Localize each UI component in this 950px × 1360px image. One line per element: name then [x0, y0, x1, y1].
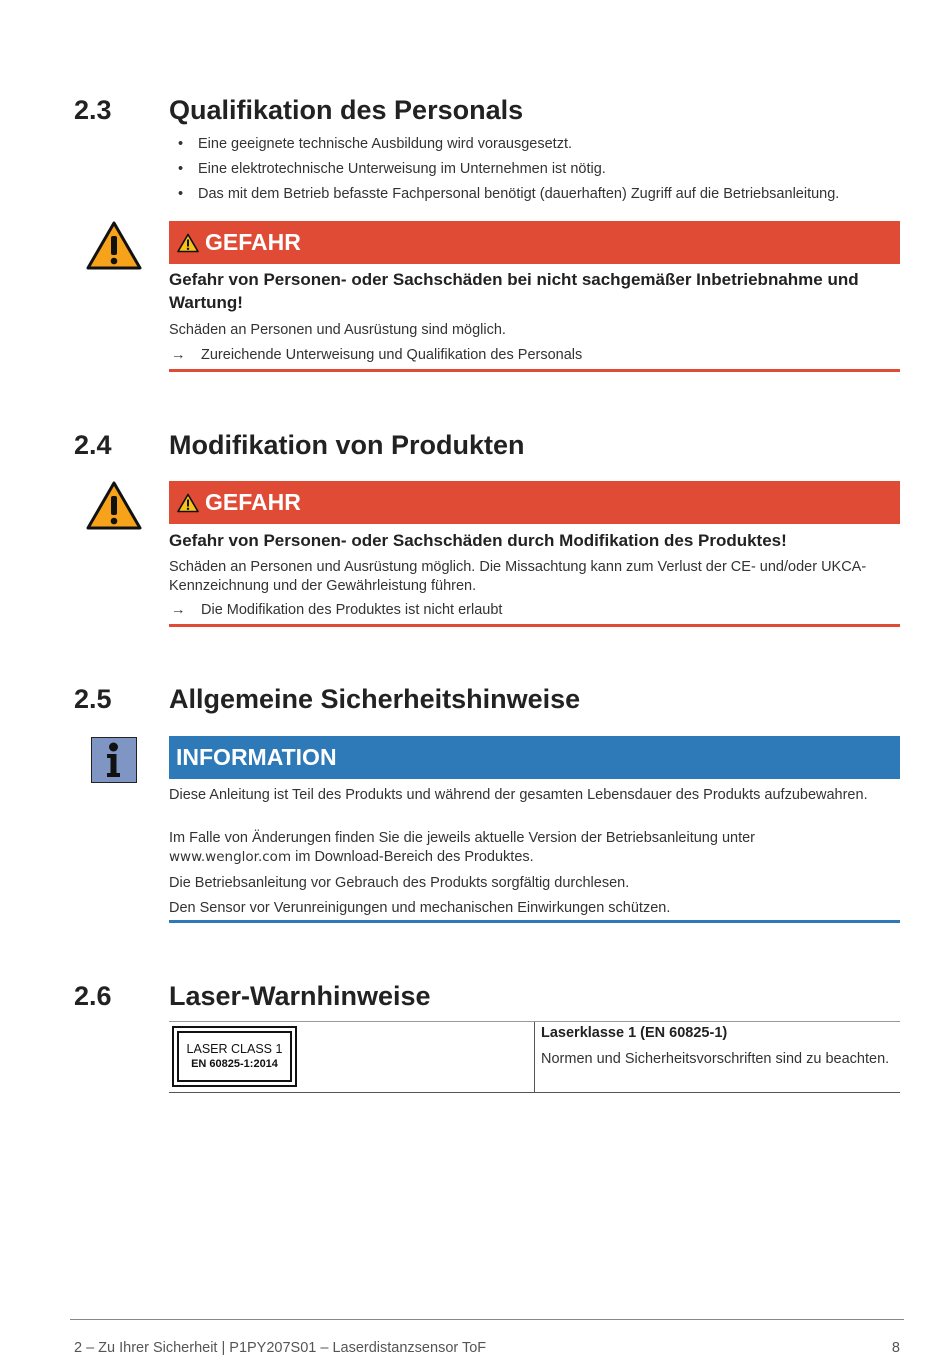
- footer-text: 2 – Zu Ihrer Sicherheit | P1PY207S01 – Laserdistanzsensor ToF: [74, 1340, 487, 1356]
- notice-action: [169, 347, 582, 363]
- arrow-right-icon: →: [171, 602, 186, 618]
- notice-text: Schäden an Personen und Ausrüstung möglich. Die Missachtung kann zum Verlust der CE- und/oder UKCA-Kennzeichnung und der Gewährleistung führen.: [169, 559, 867, 594]
- section-number: 2.4: [74, 430, 112, 460]
- notice-action-text: Die Modifikation des Produktes ist nicht erlaubt: [201, 602, 503, 618]
- notice-action-text: Zureichende Unterweisung und Qualifikation des Personals: [201, 347, 583, 363]
- section-title: Allgemeine Sicherheitshinweise: [169, 684, 581, 714]
- warning-triangle-icon: [86, 220, 142, 270]
- info-banner: [169, 736, 900, 779]
- info-paragraph-text: Im Falle von Änderungen finden Sie die jeweils aktuelle Version der Betriebsanleitung unter: [169, 830, 755, 846]
- section-number: 2.6: [74, 981, 112, 1011]
- info-paragraph: Diese Anleitung ist Teil des Produkts und während der gesamten Lebensdauer des Produkts aufzubewahren.: [169, 787, 868, 803]
- list-item: • Das mit dem Betrieb befasste Fachpersonal benötigt (dauerhaften) Zugriff auf die Betriebsanleitung.: [178, 183, 839, 208]
- info-paragraph: Die Betriebsanleitung vor Gebrauch des Produkts sorgfältig durchlesen.: [169, 875, 630, 891]
- requirements-list: [178, 133, 839, 208]
- footer-rule: [70, 1319, 904, 1320]
- arrow-right-icon: →: [171, 347, 186, 363]
- section-title: Modifikation von Produkten: [169, 430, 525, 460]
- info-paragraph: [169, 829, 899, 867]
- laser-label-line2: EN 60825-1:2014: [191, 1058, 278, 1070]
- notice-text: Schäden an Personen und Ausrüstung sind möglich.: [169, 322, 506, 338]
- laser-warning-table: [169, 1021, 900, 1093]
- notice-heading: Gefahr von Personen- oder Sachschäden durch Modifikation des Produktes!: [169, 531, 787, 550]
- danger-banner: [169, 481, 900, 524]
- warning-small-icon: [177, 233, 199, 253]
- list-item: • Eine elektrotechnische Unterweisung im Unternehmen ist nötig.: [178, 158, 839, 183]
- table-divider: [534, 1022, 535, 1092]
- list-item: • Eine geeignete technische Ausbildung wird vorausgesetzt.: [178, 133, 839, 158]
- notice-type-label: GEFAHR: [205, 229, 301, 255]
- warning-triangle-icon: [86, 480, 142, 530]
- info-link-suffix: im Download-Bereich des Produktes.: [291, 849, 534, 865]
- notice-bottom-rule: [169, 369, 900, 372]
- info-paragraph: Den Sensor vor Verunreinigungen und mechanischen Einwirkungen schützen.: [169, 900, 671, 916]
- notice-heading: Gefahr von Personen- oder Sachschäden bei nicht sachgemäßer Inbetriebnahme und Wartung!: [169, 270, 859, 312]
- notice-bottom-rule: [169, 624, 900, 627]
- section-number: 2.3: [74, 95, 112, 125]
- laser-label-line1: LASER CLASS 1: [186, 1042, 283, 1056]
- page-number: 8: [891, 1340, 900, 1356]
- section-title: Qualifikation des Personals: [169, 95, 524, 125]
- wenglor-link[interactable]: www.wenglor.com: [169, 849, 292, 865]
- notice-action: [169, 602, 502, 618]
- warning-small-icon: [177, 493, 199, 513]
- laser-class-heading: Laserklasse 1 (EN 60825-1): [541, 1025, 728, 1041]
- info-icon: [91, 737, 137, 783]
- laser-class-text: Normen und Sicherheitsvorschriften sind zu beachten.: [541, 1051, 890, 1067]
- section-title: Laser-Warnhinweise: [169, 981, 431, 1011]
- notice-bottom-rule: [169, 920, 900, 923]
- danger-banner: [169, 221, 900, 264]
- notice-type-label: INFORMATION: [176, 744, 337, 770]
- section-number: 2.5: [74, 684, 112, 714]
- notice-type-label: GEFAHR: [205, 489, 301, 515]
- laser-class-label: [172, 1026, 297, 1087]
